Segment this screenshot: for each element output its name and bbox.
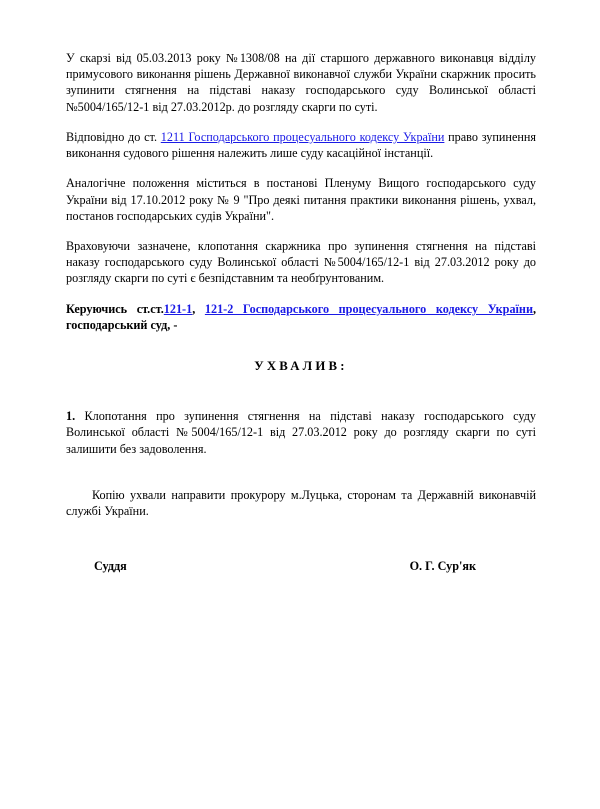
ruling-basis-separator: , <box>192 301 205 316</box>
link-article-121-2[interactable]: 121-2 Господарського процесуального кодексу України <box>204 301 533 316</box>
paragraph-complaint <box>66 50 536 115</box>
link-article-121-1[interactable]: 121-1 <box>163 301 193 316</box>
link-article-1211[interactable]: 1211 Господарського процесуального кодексу України <box>160 129 445 144</box>
paragraph-conclusion-text: Враховуючи зазначене, клопотання скаржника про зупинення стягнення на підставі наказу господарського суду Волинської області №5004/165/12-1 від 27.03.2012 року до розгляду скарги по суті є безпідставним та необґрунтованим. <box>66 238 536 286</box>
signature-role: Суддя <box>94 559 127 574</box>
paragraph-conclusion <box>66 238 536 287</box>
paragraph-plenum-reference <box>66 175 536 224</box>
paragraph-legal-basis <box>66 129 536 161</box>
paragraph-plenum-reference-text: Аналогічне положення міститься в постанові Пленуму Вищого господарського суду України від 17.10.2012 року № 9 "Про деякі питання практики виконання рішень, ухвал, постанов господарських судів України". <box>66 176 536 223</box>
paragraph-ruling-basis <box>66 301 536 333</box>
decision-heading: УХВАЛИВ: <box>254 359 348 374</box>
paragraph-complaint-text: У скарзі від 05.03.2013 року №1308/08 на дії старшого державного виконавця відділу примусового виконання рішень Державної виконавчої служби України скаржник просить зупинити стягнення на підставі наказу господарського суду Волинської області №5004/165/12-1 від 27.03.2012р. до розгляду скарги по суті. <box>66 51 536 114</box>
decision-point-number: 1. <box>66 409 76 424</box>
document-body <box>66 50 536 574</box>
decision-point-text: Клопотання про зупинення стягнення на підставі наказу господарського суду Волинської області №5004/165/12-1 від 27.03.2012 року до розгляду скарги по суті залишити без задоволення. <box>66 409 536 456</box>
ruling-basis-prefix: Керуючись ст.ст. <box>66 301 164 316</box>
signature-row <box>66 559 536 574</box>
paragraph-copy-notice: Копію ухвали направити прокурору м.Луцька, сторонам та Державній виконавчій службі України. <box>66 487 536 518</box>
signature-name: О. Г. Сур'як <box>409 559 476 574</box>
paragraph-decision-point <box>66 408 536 457</box>
paragraph-legal-basis-suffix: право зупинення виконання судового рішення належить лише суду касаційної інстанції. <box>66 129 536 161</box>
paragraph-legal-basis-prefix: Відповідно до ст. <box>66 129 161 144</box>
ruling-basis-suffix: , господарський суд, - <box>66 301 537 332</box>
